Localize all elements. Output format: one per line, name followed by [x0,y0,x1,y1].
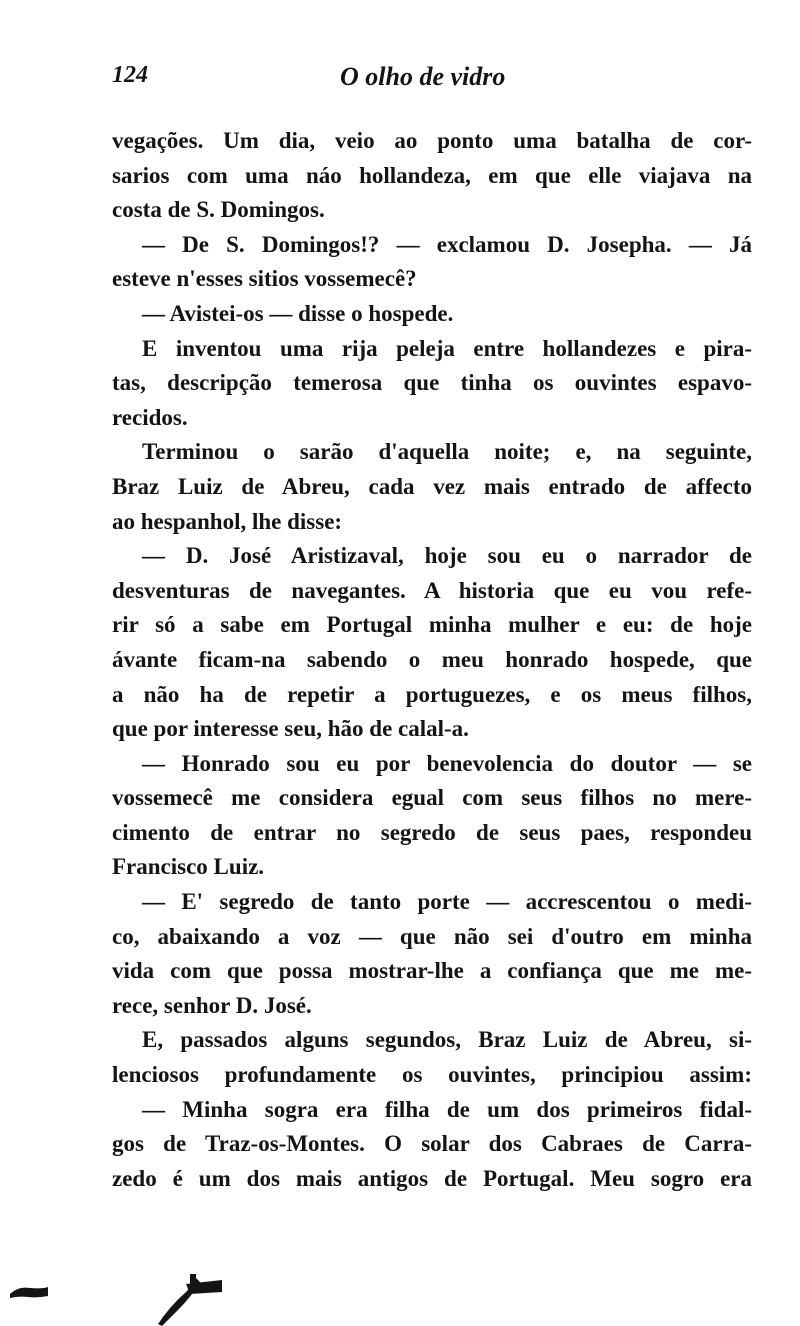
text-line: desventuras de navegantes. A historia que eu vou refe- [112,577,752,603]
text-line: — E' segredo de tanto porte — accrescentou o medi- [142,889,752,915]
page-header [112,62,752,96]
ink-stroke-right [156,1270,228,1326]
text-line: rece, senhor D. José. [112,992,312,1018]
page-number: 124 [112,62,148,88]
text-line: — D. José Aristizaval, hoje sou eu o narrador de [142,543,752,569]
ink-smudge-left [8,1284,50,1300]
running-title: O olho de vidro [340,62,506,91]
text-line: zedo é um dos mais antigos de Portugal. Meu sogro era [112,1165,752,1191]
text-line: que por interesse seu, hão de calal-a. [112,716,469,742]
text-line: lenciosos profundamente os ouvintes, principiou assim: [112,1062,752,1088]
text-line: co, abaixando a voz — que não sei d'outro em minha [112,923,752,949]
text-line: a não ha de repetir a portuguezes, e os meus filhos, [112,681,752,707]
text-line: sarios com uma náo hollandeza, em que elle viajava na [112,162,752,188]
text-line: E, passados alguns segundos, Braz Luiz de Abreu, si- [142,1027,752,1053]
text-line: recidos. [112,404,188,430]
text-line: Terminou o sarão d'aquella noite; e, na seguinte, [142,439,752,465]
text-line: ao hespanhol, lhe disse: [112,508,343,534]
text-line: esteve n'esses sitios vossemecê? [112,266,417,292]
text-line: tas, descripção temerosa que tinha os ouvintes espavo- [112,370,752,396]
text-line: vegações. Um dia, veio ao ponto uma batalha de cor- [112,128,752,153]
text-line: Francisco Luiz. [112,854,265,880]
text-line: — Avistei-os — disse o hospede. [142,300,454,326]
text-line: ávante ficam-na sabendo o meu honrado hospede, que [112,646,752,672]
text-line: — De S. Domingos!? — exclamou D. Josepha. — Já [142,231,752,257]
text-line: cimento de entrar no segredo de seus paes, respondeu [112,819,752,845]
text-line: vida com que possa mostrar-lhe a confiança que me me- [112,958,752,984]
text-line: rir só a sabe em Portugal minha mulher e eu: de hoje [112,612,752,638]
text-line: Braz Luiz de Abreu, cada vez mais entrado de affecto [112,473,752,499]
text-line: — Minha sogra era filha de um dos primeiros fidal- [142,1096,752,1122]
text-line: E inventou uma rija peleja entre hollandezes e pira- [142,335,752,361]
body-text [112,124,752,1196]
text-line: gos de Traz-os-Montes. O solar dos Cabraes de Carra- [112,1131,752,1157]
text-line: vossemecê me considera egual com seus filhos no mere- [112,785,752,811]
text-line: costa de S. Domingos. [112,197,325,223]
text-line: — Honrado sou eu por benevolencia do doutor — se [142,750,752,776]
